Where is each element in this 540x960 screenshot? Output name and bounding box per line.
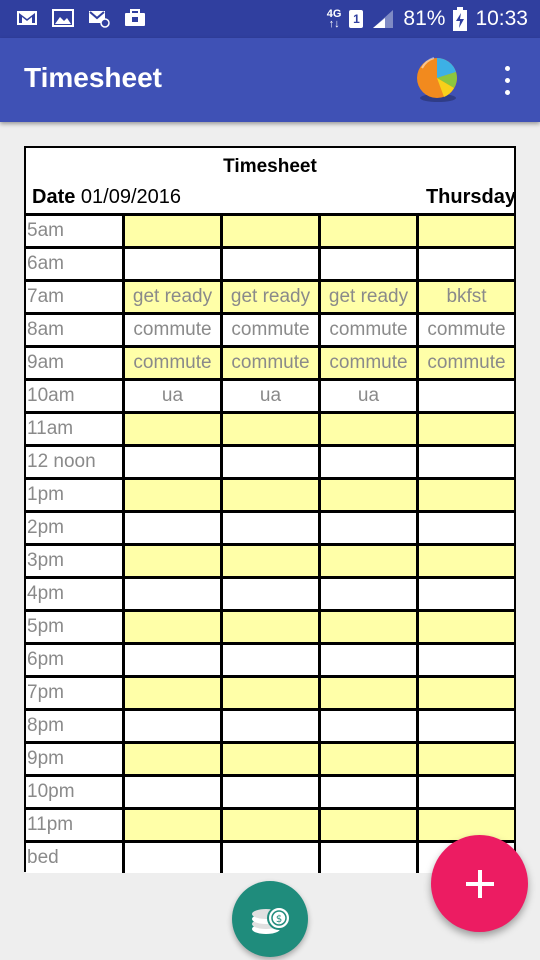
time-slot-cell[interactable] [122,675,220,708]
time-slot-cell[interactable]: ua [318,378,416,411]
time-slot-cell[interactable] [416,741,514,774]
time-label: 5pm [26,609,122,642]
sheet-title: Timesheet [223,156,317,177]
time-slot-cell[interactable] [122,807,220,840]
pie-chart-icon [414,54,462,104]
time-label: 12 noon [26,444,122,477]
time-slot-cell[interactable] [122,609,220,642]
battery-percent: 81% [403,7,446,30]
time-slot-cell[interactable] [220,741,318,774]
coins-button[interactable] [232,881,308,957]
time-slot-cell[interactable] [220,510,318,543]
time-slot-cell[interactable] [318,642,416,675]
time-slot-cell[interactable]: commute [416,312,514,345]
briefcase-icon [124,8,146,28]
coins-icon [248,897,292,941]
time-slot-cell[interactable] [416,675,514,708]
time-slot-cell[interactable] [318,774,416,807]
timesheet-card [24,146,516,872]
time-slot-cell[interactable] [318,246,416,279]
time-slot-cell[interactable] [416,213,514,246]
time-slot-cell[interactable]: commute [416,345,514,378]
time-slot-cell[interactable]: commute [122,312,220,345]
add-entry-button[interactable] [431,835,528,932]
time-slot-cell[interactable] [122,213,220,246]
time-slot-cell[interactable]: commute [220,345,318,378]
date-label: Date [32,186,76,208]
time-label: 7pm [26,675,122,708]
time-slot-cell[interactable] [416,642,514,675]
time-slot-cell[interactable] [416,708,514,741]
time-slot-cell[interactable]: commute [318,345,416,378]
time-slot-cell[interactable] [220,213,318,246]
time-slot-cell[interactable] [122,840,220,873]
time-slot-cell[interactable] [220,576,318,609]
time-slot-cell[interactable] [416,444,514,477]
time-slot-cell[interactable] [220,807,318,840]
time-label: 11am [26,411,122,444]
time-slot-cell[interactable] [220,477,318,510]
time-slot-cell[interactable] [220,675,318,708]
time-slot-cell[interactable] [220,246,318,279]
time-slot-cell[interactable]: commute [122,345,220,378]
signal-icon [371,8,395,30]
time-slot-cell[interactable] [122,411,220,444]
time-slot-cell[interactable] [122,708,220,741]
time-slot-cell[interactable]: ua [122,378,220,411]
time-label: 4pm [26,576,122,609]
time-slot-cell[interactable] [220,774,318,807]
time-slot-cell[interactable] [122,510,220,543]
time-slot-cell[interactable] [220,411,318,444]
time-slot-cell[interactable] [122,444,220,477]
time-label: 11pm [26,807,122,840]
time-slot-cell[interactable] [220,543,318,576]
svg-text:$: $ [275,914,283,925]
time-label: 9am [26,345,122,378]
gmail-icon [16,8,38,28]
time-slot-cell[interactable] [318,411,416,444]
time-slot-cell[interactable]: get ready [318,279,416,312]
time-slot-cell[interactable] [416,246,514,279]
time-slot-cell[interactable]: commute [318,312,416,345]
battery-charging-icon [453,7,467,31]
time-slot-cell[interactable] [416,774,514,807]
time-slot-cell[interactable] [220,840,318,873]
sim-badge: 1 [349,10,363,28]
time-slot-cell[interactable] [318,675,416,708]
time-slot-cell[interactable] [416,576,514,609]
time-slot-cell[interactable] [220,708,318,741]
time-label: 1pm [26,477,122,510]
time-label: 8am [26,312,122,345]
date-value[interactable]: 01/09/2016 [80,186,182,208]
app-title: Timesheet [24,62,162,93]
time-slot-cell[interactable] [318,741,416,774]
time-slot-cell[interactable] [416,807,514,840]
plus-icon [464,868,496,900]
time-label: 6am [26,246,122,279]
time-slot-cell[interactable] [416,543,514,576]
gallery-icon [52,8,74,28]
timesheet-grid [26,213,514,870]
time-slot-cell[interactable]: get ready [122,279,220,312]
network-activity: ↑↓ [328,18,340,30]
time-slot-cell[interactable] [416,609,514,642]
time-slot-cell[interactable] [122,543,220,576]
time-slot-cell[interactable] [416,477,514,510]
time-slot-cell[interactable] [318,510,416,543]
time-label: 2pm [26,510,122,543]
time-slot-cell[interactable] [318,840,416,873]
time-slot-cell[interactable] [122,246,220,279]
time-slot-cell[interactable] [318,477,416,510]
email-icon [88,8,110,28]
day-name: Thursday [425,186,516,208]
time-label: 5am [26,213,122,246]
time-label: bed [26,840,122,873]
time-slot-cell[interactable] [122,576,220,609]
time-slot-cell[interactable] [220,609,318,642]
app-bar [0,38,540,122]
time-slot-cell[interactable]: commute [220,312,318,345]
time-slot-cell[interactable]: bkfst [416,279,514,312]
time-slot-cell[interactable] [318,807,416,840]
time-slot-cell[interactable] [416,510,514,543]
overflow-menu-button[interactable] [494,62,520,98]
time-label: 10am [26,378,122,411]
time-slot-cell[interactable] [318,444,416,477]
time-label: 7am [26,279,122,312]
pie-chart-button[interactable] [414,54,462,104]
time-slot-cell[interactable]: get ready [220,279,318,312]
time-label: 3pm [26,543,122,576]
time-label: 9pm [26,741,122,774]
network-type: 4G [326,8,342,20]
time-slot-cell[interactable] [122,477,220,510]
time-slot-cell[interactable] [318,609,416,642]
time-slot-cell[interactable]: ua [220,378,318,411]
time-slot-cell[interactable] [416,378,514,411]
time-slot-cell[interactable] [122,774,220,807]
more-vert-icon [505,66,510,71]
clock: 10:33 [475,7,528,30]
time-slot-cell[interactable] [318,213,416,246]
time-slot-cell[interactable] [318,543,416,576]
time-slot-cell[interactable] [416,411,514,444]
time-slot-cell[interactable] [318,708,416,741]
status-bar [0,0,540,38]
date-row [32,186,516,209]
time-slot-cell[interactable] [220,444,318,477]
time-slot-cell[interactable] [122,741,220,774]
time-slot-cell[interactable] [318,576,416,609]
time-label: 8pm [26,708,122,741]
time-slot-cell[interactable] [220,642,318,675]
time-label: 6pm [26,642,122,675]
time-label: 10pm [26,774,122,807]
time-slot-cell[interactable] [122,642,220,675]
